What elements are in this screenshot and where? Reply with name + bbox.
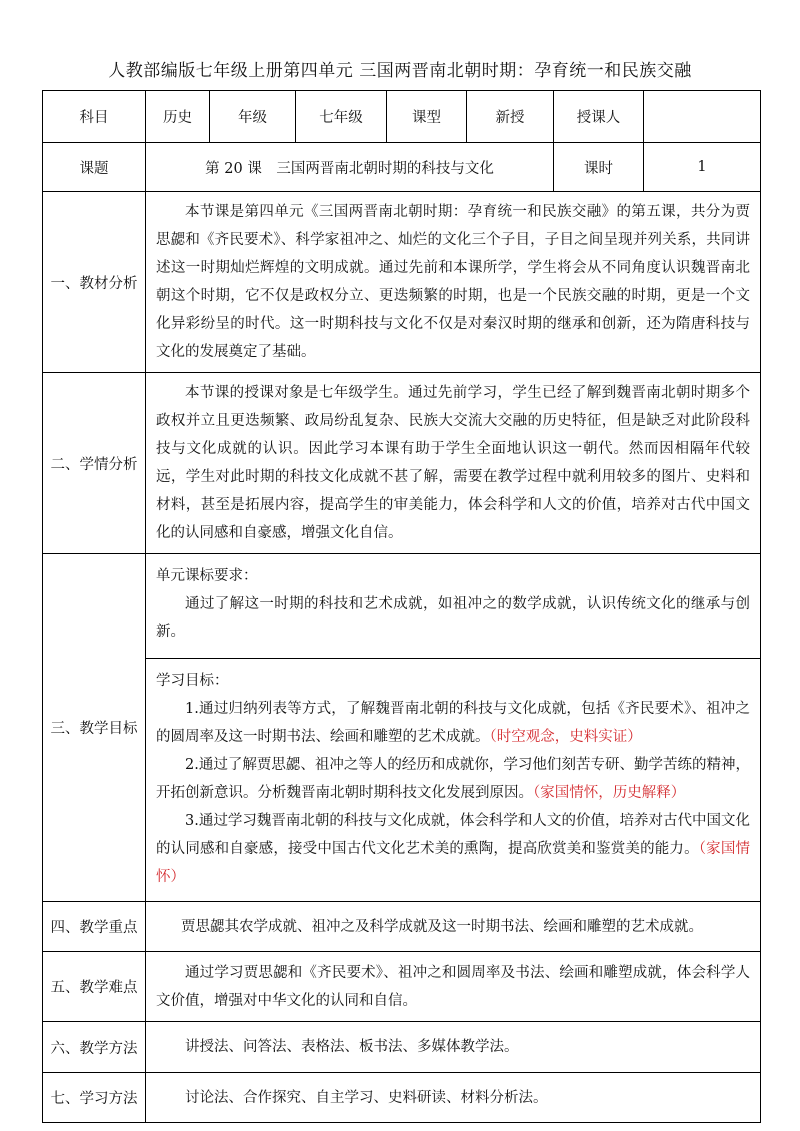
learning-goal-1-competency: （时空观念，史料实证） [489,729,642,745]
learning-methods-label: 七、学习方法 [43,1073,146,1123]
key-points-cell [146,902,761,952]
learning-goal-1 [146,695,760,751]
hours-label: 课时 [554,143,644,192]
grade-value: 七年级 [296,91,387,143]
learning-goal-2-text: 2.通过了解贾思勰、祖冲之等人的经历和成就你，学习他们刻苦专研、勤学苦练的精神，开拓创新意识。分析魏晋南北朝时期科技文化发展到原因。 [156,757,750,801]
header-row [43,91,761,143]
unit-standard-text: 通过了解这一时期的科技和艺术成就，如祖冲之的数学成就，认识传统文化的继承与创新。 [156,596,750,640]
teaching-goals-cell [146,554,761,902]
teacher-value [644,91,761,143]
learning-goal-3 [146,807,760,891]
key-points-row [43,902,761,952]
topic-row [43,143,761,192]
teaching-methods-text: 讲授法、问答法、表格法、板书法、多媒体教学法。 [185,1039,519,1055]
learning-goals-heading: 学习目标： [156,673,229,689]
subject-label: 科目 [43,91,146,143]
grade-label: 年级 [210,91,296,143]
textbook-analysis-row [43,192,761,373]
teaching-goals-row [43,554,761,902]
learning-methods-row [43,1073,761,1123]
learner-analysis-row [43,373,761,554]
learning-goal-1-text: 1.通过归纳列表等方式，了解魏晋南北朝的科技与文化成就，包括《齐民要术》、祖冲之的圆周率及这一时期书法、绘画和雕塑的艺术成就。 [156,701,750,745]
document-title: 人教部编版七年级上册第四单元 三国两晋南北朝时期：孕育统一和民族交融 [108,61,692,81]
lesson-type-label: 课型 [387,91,467,143]
topic-label: 课题 [43,143,146,192]
unit-standard-heading: 单元课标要求： [156,568,258,584]
hours-value: 1 [644,143,761,192]
difficulties-row [43,952,761,1022]
learning-goal-2 [146,751,760,807]
teaching-methods-label: 六、教学方法 [43,1022,146,1073]
lesson-plan-table [42,90,761,1123]
learner-analysis-cell [146,373,761,554]
teacher-label: 授课人 [554,91,644,143]
learner-analysis-label: 二、学情分析 [43,373,146,554]
learning-goals-block [146,659,760,897]
learning-methods-cell [146,1073,761,1123]
key-points-text: 贾思勰其农学成就、祖冲之及科学成就及这一时期书法、绘画和雕塑的艺术成就。 [181,918,703,935]
topic-value: 第 20 课 三国两晋南北朝时期的科技与文化 [146,143,554,192]
learning-goal-3-text: 3.通过学习魏晋南北朝的科技与文化成就，体会科学和人文的价值，培养对古代中国文化的认同感和自豪感，接受中国古代文化艺术美的熏陶，提高欣赏美和鉴赏美的能力。 [156,813,750,857]
difficulties-text: 通过学习贾思勰和《齐民要术》、祖冲之和圆周率及书法、绘画和雕塑成就，体会科学人文价值，增强对中华文化的认同和自信。 [156,964,750,1009]
learning-goal-2-competency: （家国情怀，历史解释） [533,785,686,801]
subject-value: 历史 [146,91,210,143]
unit-standard-block [146,554,760,658]
key-points-label: 四、教学重点 [43,902,146,952]
teaching-goals-label: 三、教学目标 [43,554,146,902]
learning-methods-text: 讨论法、合作探究、自主学习、史料研读、材料分析法。 [185,1089,548,1106]
difficulties-cell [146,952,761,1022]
learner-analysis-text: 本节课的授课对象是七年级学生。通过先前学习，学生已经了解到魏晋南北朝时期多个政权并立且更迭频繁、政局纷乱复杂、民族大交流大交融的历史特征，但是缺乏对此阶段科技与文化成就的认识。因此学习本课有助于学生全面地认识这一朝代。然而因相隔年代较远，学生对此时期的科技文化成就不甚了解，需要在教学过程中就利用较多的图片、史料和材料，甚至是拓展内容，提高学生的审美能力，体会科学和人文的价值，培养对古代中国文化的认同感和自豪感，增强文化自信。 [156,385,750,541]
textbook-analysis-label: 一、教材分析 [43,192,146,373]
teaching-methods-row [43,1022,761,1073]
textbook-analysis-cell [146,192,761,373]
lesson-type-value: 新授 [467,91,554,143]
difficulties-label: 五、教学难点 [43,952,146,1022]
teaching-methods-cell [146,1022,761,1073]
textbook-analysis-text: 本节课是第四单元《三国两晋南北朝时期：孕育统一和民族交融》的第五课，共分为贾思勰和《齐民要术》、科学家祖冲之、灿烂的文化三个子目，子目之间呈现并列关系，共同讲述这一时期灿烂辉煌的文明成就。通过先前和本课所学，学生将会从不同角度认识魏晋南北朝这个时期，它不仅是政权分立、更迭频繁的时期，也是一个民族交融的时期，更是一个文化异彩纷呈的时代。这一时期科技与文化不仅是对秦汉时期的继承和创新，还为隋唐科技与文化的发展奠定了基础。 [156,204,750,360]
learning-goal-3-competency: （家国情怀） [156,841,751,885]
